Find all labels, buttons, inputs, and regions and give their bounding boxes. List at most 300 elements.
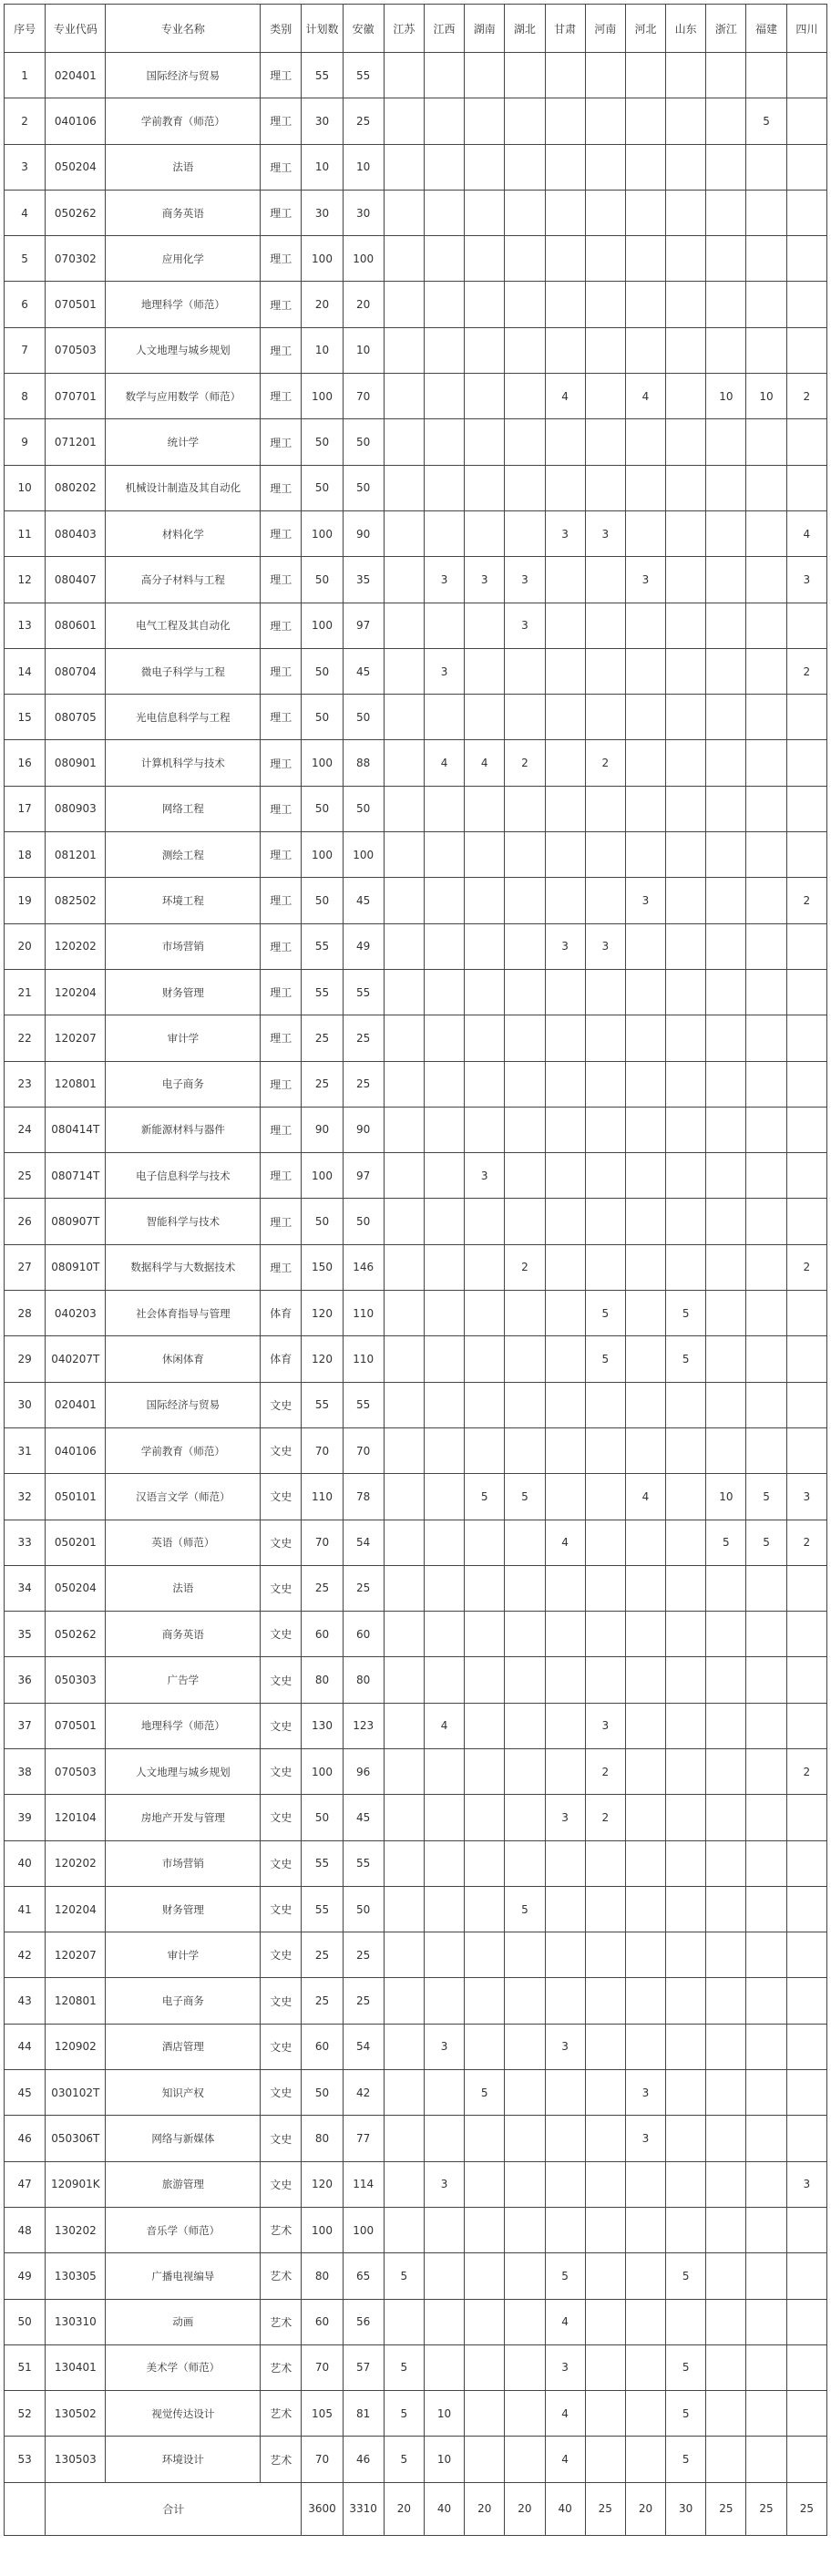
table-row	[5, 2391, 827, 2437]
plan-count: 80	[302, 1657, 343, 1703]
row-index: 53	[5, 2437, 46, 2482]
province-quota: 2	[786, 1244, 826, 1290]
province-quota	[666, 1061, 706, 1107]
major-name: 审计学	[106, 1015, 261, 1061]
province-quota	[384, 603, 424, 648]
plan-count: 120	[302, 1291, 343, 1336]
province-quota	[786, 1015, 826, 1061]
province-quota	[505, 2299, 545, 2344]
category: 理工	[261, 236, 302, 282]
anhui: 55	[343, 1382, 384, 1427]
province-quota	[465, 510, 505, 556]
province-quota: 10	[424, 2437, 464, 2482]
province-quota	[424, 603, 464, 648]
province-quota: 2	[786, 374, 826, 419]
anhui: 25	[343, 1978, 384, 2024]
province-quota	[384, 1107, 424, 1152]
anhui: 35	[343, 557, 384, 603]
major-name: 统计学	[106, 419, 261, 465]
major-code: 040203	[46, 1291, 106, 1336]
province-quota	[505, 1107, 545, 1152]
anhui: 45	[343, 648, 384, 694]
province-quota	[384, 1932, 424, 1978]
province-quota	[706, 557, 746, 603]
province-quota	[746, 2161, 786, 2207]
category: 理工	[261, 695, 302, 740]
province-quota	[786, 2116, 826, 2161]
province-quota	[424, 53, 464, 98]
province-quota	[786, 1565, 826, 1611]
province-quota	[505, 2344, 545, 2390]
major-code: 081201	[46, 832, 106, 878]
province-quota	[786, 1932, 826, 1978]
major-code: 050262	[46, 1612, 106, 1657]
province-quota	[384, 1795, 424, 1840]
major-code: 050204	[46, 1565, 106, 1611]
province-quota	[625, 1015, 665, 1061]
row-index: 5	[5, 236, 46, 282]
province-quota	[585, 2024, 625, 2069]
province-quota	[384, 878, 424, 923]
province-quota	[545, 1336, 585, 1382]
row-index: 14	[5, 648, 46, 694]
province-quota	[786, 1657, 826, 1703]
province-quota	[786, 695, 826, 740]
province-quota	[505, 1748, 545, 1794]
major-name: 网络与新媒体	[106, 2116, 261, 2161]
anhui: 90	[343, 510, 384, 556]
province-quota	[384, 1886, 424, 1932]
table-row	[5, 832, 827, 878]
province-quota	[666, 190, 706, 235]
row-index: 6	[5, 282, 46, 327]
province-quota	[505, 1932, 545, 1978]
province-quota	[465, 1612, 505, 1657]
anhui: 50	[343, 1886, 384, 1932]
province-quota	[585, 603, 625, 648]
province-quota	[585, 878, 625, 923]
province-quota	[424, 786, 464, 831]
province-quota	[786, 1703, 826, 1748]
province-quota	[625, 1886, 665, 1932]
province-quota	[706, 923, 746, 969]
row-index: 44	[5, 2024, 46, 2069]
province-quota	[585, 1382, 625, 1427]
plan-count: 55	[302, 923, 343, 969]
province-quota: 5	[666, 1336, 706, 1382]
category: 理工	[261, 419, 302, 465]
province-quota	[625, 2437, 665, 2482]
plan-count: 50	[302, 419, 343, 465]
province-quota: 5	[384, 2253, 424, 2299]
province-quota	[625, 740, 665, 786]
province-quota	[666, 1840, 706, 1886]
province-quota: 10	[706, 374, 746, 419]
province-quota	[625, 1336, 665, 1382]
province-quota	[706, 969, 746, 1015]
plan-count: 80	[302, 2253, 343, 2299]
province-quota	[706, 2024, 746, 2069]
province-quota	[625, 1612, 665, 1657]
column-header: 类别	[261, 5, 302, 53]
province-quota	[545, 1565, 585, 1611]
province-quota	[746, 557, 786, 603]
province-quota	[545, 53, 585, 98]
plan-count: 25	[302, 1565, 343, 1611]
plan-count: 10	[302, 144, 343, 190]
province-quota	[585, 419, 625, 465]
row-index: 52	[5, 2391, 46, 2437]
province-quota: 5	[465, 2070, 505, 2116]
anhui: 88	[343, 740, 384, 786]
province-quota	[424, 1657, 464, 1703]
province-quota	[625, 236, 665, 282]
province-quota	[706, 2253, 746, 2299]
table-row	[5, 2437, 827, 2482]
province-quota	[625, 53, 665, 98]
major-name: 学前教育（师范）	[106, 98, 261, 144]
province-quota	[505, 1382, 545, 1427]
category: 理工	[261, 465, 302, 510]
province-quota	[746, 1015, 786, 1061]
table-row	[5, 2024, 827, 2069]
total-label: 合计	[46, 2482, 302, 2535]
province-quota: 3	[545, 2344, 585, 2390]
plan-count: 90	[302, 1107, 343, 1152]
province-quota	[786, 1840, 826, 1886]
province-quota	[666, 1565, 706, 1611]
province-quota: 3	[545, 2024, 585, 2069]
row-index: 15	[5, 695, 46, 740]
province-quota	[666, 1015, 706, 1061]
plan-count: 70	[302, 1520, 343, 1565]
province-quota	[786, 2299, 826, 2344]
anhui: 42	[343, 2070, 384, 2116]
province-quota	[505, 282, 545, 327]
category: 理工	[261, 740, 302, 786]
province-quota	[786, 1886, 826, 1932]
major-name: 学前教育（师范）	[106, 1427, 261, 1473]
province-quota	[706, 878, 746, 923]
province-quota	[786, 1427, 826, 1473]
province-quota	[666, 695, 706, 740]
anhui: 45	[343, 1795, 384, 1840]
anhui: 81	[343, 2391, 384, 2437]
province-quota: 3	[545, 1795, 585, 1840]
table-row	[5, 1932, 827, 1978]
province-quota	[424, 1932, 464, 1978]
category: 理工	[261, 603, 302, 648]
anhui: 60	[343, 1612, 384, 1657]
category: 理工	[261, 53, 302, 98]
province-quota: 2	[786, 1748, 826, 1794]
province-quota	[706, 1657, 746, 1703]
province-quota: 5	[384, 2344, 424, 2390]
province-quota	[545, 1932, 585, 1978]
column-header: 安徽	[343, 5, 384, 53]
anhui: 70	[343, 1427, 384, 1473]
province-quota	[545, 603, 585, 648]
province-quota	[505, 786, 545, 831]
plan-count: 100	[302, 832, 343, 878]
row-index: 51	[5, 2344, 46, 2390]
major-name: 智能科学与技术	[106, 1199, 261, 1244]
province-quota	[585, 557, 625, 603]
anhui: 50	[343, 419, 384, 465]
province-quota	[746, 2391, 786, 2437]
province-quota	[505, 1153, 545, 1199]
province-quota: 3	[505, 557, 545, 603]
province-quota	[625, 969, 665, 1015]
category: 理工	[261, 1015, 302, 1061]
province-quota	[625, 1748, 665, 1794]
province-quota	[706, 2344, 746, 2390]
row-index: 17	[5, 786, 46, 831]
province-quota	[786, 832, 826, 878]
province-quota	[465, 2344, 505, 2390]
major-name: 旅游管理	[106, 2161, 261, 2207]
major-code: 120202	[46, 1840, 106, 1886]
province-quota	[706, 282, 746, 327]
province-quota	[746, 1199, 786, 1244]
province-quota: 5	[666, 2391, 706, 2437]
table-row	[5, 190, 827, 235]
province-quota	[384, 419, 424, 465]
province-quota	[545, 465, 585, 510]
row-index: 19	[5, 878, 46, 923]
province-quota	[706, 603, 746, 648]
category: 艺术	[261, 2299, 302, 2344]
province-quota	[505, 419, 545, 465]
province-quota	[625, 2391, 665, 2437]
column-header: 江西	[424, 5, 464, 53]
table-row	[5, 740, 827, 786]
province-quota	[505, 374, 545, 419]
province-quota	[585, 832, 625, 878]
table-row	[5, 1336, 827, 1382]
table-row	[5, 2253, 827, 2299]
province-quota	[625, 190, 665, 235]
anhui: 30	[343, 190, 384, 235]
category: 文史	[261, 1382, 302, 1427]
province-quota	[706, 510, 746, 556]
major-name: 测绘工程	[106, 832, 261, 878]
category: 理工	[261, 557, 302, 603]
major-code: 080901	[46, 740, 106, 786]
province-quota	[746, 2024, 786, 2069]
major-name: 人文地理与城乡规划	[106, 327, 261, 373]
major-name: 财务管理	[106, 969, 261, 1015]
province-quota	[384, 648, 424, 694]
province-quota	[424, 2253, 464, 2299]
plan-count: 20	[302, 282, 343, 327]
province-quota	[505, 1612, 545, 1657]
province-quota	[625, 419, 665, 465]
category: 文史	[261, 2161, 302, 2207]
anhui: 96	[343, 1748, 384, 1794]
category: 艺术	[261, 2253, 302, 2299]
province-quota	[384, 98, 424, 144]
province-quota	[706, 1703, 746, 1748]
province-quota	[585, 1199, 625, 1244]
row-index: 31	[5, 1427, 46, 1473]
plan-count: 60	[302, 2299, 343, 2344]
province-quota: 3	[786, 557, 826, 603]
plan-count: 100	[302, 740, 343, 786]
major-name: 人文地理与城乡规划	[106, 1748, 261, 1794]
province-quota	[625, 1244, 665, 1290]
province-quota	[746, 2116, 786, 2161]
province-quota	[706, 465, 746, 510]
major-name: 国际经济与贸易	[106, 53, 261, 98]
province-quota	[786, 2437, 826, 2482]
row-index: 28	[5, 1291, 46, 1336]
row-index: 11	[5, 510, 46, 556]
province-quota	[746, 1932, 786, 1978]
province-quota	[706, 2116, 746, 2161]
province-quota	[746, 1427, 786, 1473]
major-code: 020401	[46, 1382, 106, 1427]
province-quota	[746, 923, 786, 969]
province-quota	[585, 2344, 625, 2390]
category: 文史	[261, 1565, 302, 1611]
province-quota	[706, 786, 746, 831]
category: 理工	[261, 282, 302, 327]
province-quota	[666, 53, 706, 98]
province-quota	[666, 923, 706, 969]
plan-count: 70	[302, 2344, 343, 2390]
major-code: 080407	[46, 557, 106, 603]
province-quota	[545, 1061, 585, 1107]
province-quota: 2	[585, 740, 625, 786]
province-quota: 4	[545, 2437, 585, 2482]
plan-count: 80	[302, 2116, 343, 2161]
province-quota	[666, 2207, 706, 2252]
column-header: 计划数	[302, 5, 343, 53]
major-code: 071201	[46, 419, 106, 465]
major-name: 市场营销	[106, 1840, 261, 1886]
anhui: 25	[343, 1565, 384, 1611]
province-quota	[384, 1336, 424, 1382]
major-name: 法语	[106, 144, 261, 190]
province-quota	[545, 1612, 585, 1657]
plan-count: 50	[302, 465, 343, 510]
plan-count: 10	[302, 327, 343, 373]
province-quota	[706, 1015, 746, 1061]
row-index: 21	[5, 969, 46, 1015]
province-quota	[545, 327, 585, 373]
province-quota	[505, 832, 545, 878]
province-quota	[706, 1795, 746, 1840]
province-quota	[505, 2070, 545, 2116]
province-quota	[505, 1703, 545, 1748]
province-quota: 3	[424, 648, 464, 694]
province-quota	[585, 190, 625, 235]
anhui: 20	[343, 282, 384, 327]
province-quota	[545, 419, 585, 465]
column-header: 专业代码	[46, 5, 106, 53]
province-quota: 3	[465, 1153, 505, 1199]
province-quota	[786, 1336, 826, 1382]
major-code: 070503	[46, 327, 106, 373]
province-quota	[585, 2299, 625, 2344]
province-quota	[465, 1748, 505, 1794]
province-quota	[505, 1840, 545, 1886]
anhui: 54	[343, 1520, 384, 1565]
province-quota	[585, 1565, 625, 1611]
row-index: 2	[5, 98, 46, 144]
row-index: 29	[5, 1336, 46, 1382]
province-quota	[625, 98, 665, 144]
table-row	[5, 1978, 827, 2024]
province-quota	[666, 1107, 706, 1152]
province-quota	[465, 1427, 505, 1473]
category: 文史	[261, 1612, 302, 1657]
province-quota	[786, 1061, 826, 1107]
province-quota	[666, 557, 706, 603]
province-quota	[384, 832, 424, 878]
category: 文史	[261, 1474, 302, 1520]
row-index: 48	[5, 2207, 46, 2252]
province-quota	[545, 1153, 585, 1199]
province-quota	[424, 419, 464, 465]
province-quota	[746, 1795, 786, 1840]
province-quota: 2	[505, 1244, 545, 1290]
major-name: 汉语言文学（师范）	[106, 1474, 261, 1520]
province-quota	[424, 98, 464, 144]
enrollment-plan-table	[4, 4, 827, 2536]
table-row	[5, 98, 827, 144]
major-code: 070503	[46, 1748, 106, 1794]
province-quota	[625, 144, 665, 190]
province-quota	[545, 1427, 585, 1473]
province-quota: 5	[384, 2391, 424, 2437]
province-quota	[625, 1199, 665, 1244]
table-row	[5, 2070, 827, 2116]
province-quota	[746, 144, 786, 190]
province-quota: 3	[424, 2024, 464, 2069]
province-quota: 3	[424, 2161, 464, 2207]
anhui: 65	[343, 2253, 384, 2299]
province-quota: 4	[625, 1474, 665, 1520]
province-quota	[706, 1565, 746, 1611]
province-quota	[746, 1336, 786, 1382]
province-quota	[465, 144, 505, 190]
province-quota	[545, 1703, 585, 1748]
major-name: 环境工程	[106, 878, 261, 923]
province-quota	[465, 1336, 505, 1382]
table-row	[5, 1565, 827, 1611]
province-quota	[424, 1427, 464, 1473]
row-index: 7	[5, 327, 46, 373]
province-quota	[666, 1886, 706, 1932]
province-quota	[625, 1153, 665, 1199]
province-quota	[424, 1061, 464, 1107]
province-quota	[505, 98, 545, 144]
table-row	[5, 1795, 827, 1840]
province-quota: 4	[545, 374, 585, 419]
province-quota: 3	[545, 923, 585, 969]
province-quota	[786, 786, 826, 831]
plan-count: 120	[302, 1336, 343, 1382]
province-quota	[505, 969, 545, 1015]
province-quota	[746, 327, 786, 373]
plan-count: 110	[302, 1474, 343, 1520]
province-quota	[746, 603, 786, 648]
province-quota	[505, 236, 545, 282]
anhui: 114	[343, 2161, 384, 2207]
table-row	[5, 1520, 827, 1565]
